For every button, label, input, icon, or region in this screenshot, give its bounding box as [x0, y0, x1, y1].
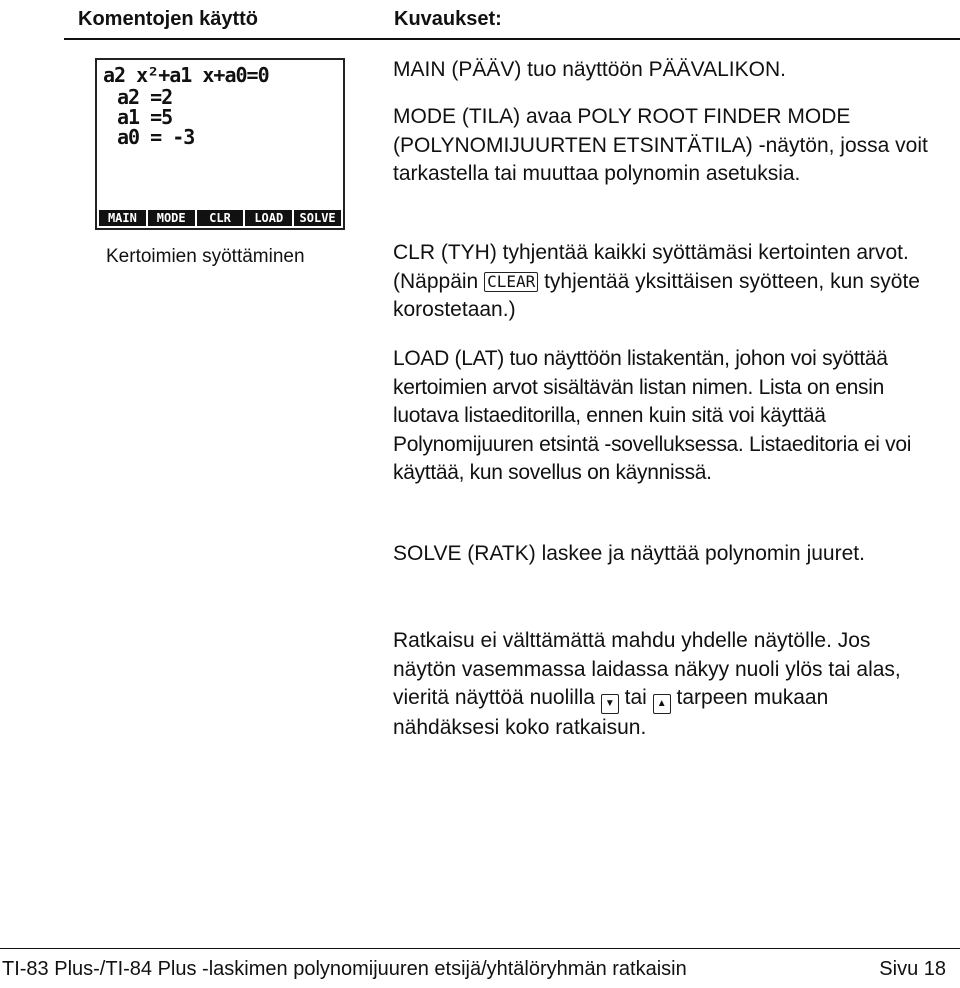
screen-menu-bar: [97, 210, 343, 228]
screen-caption: Kertoimien syöttäminen: [106, 246, 305, 267]
desc-ratkaisu-or: tai: [624, 686, 647, 709]
up-arrow-key-icon: ▲: [653, 694, 671, 714]
desc-clr-text-after: tyhjentää yksittäisen syötteen, kun syöte korostetaan.): [393, 269, 920, 321]
desc-main: MAIN (PÄÄV) tuo näyttöön PÄÄVALIKON.: [393, 58, 786, 81]
desc-ratkaisu-text-after: tarpeen mukaan nähdäksesi koko ratkaisun.: [393, 686, 829, 739]
desc-load: LOAD (LAT) tuo näyttöön listakentän, johon voi syöttää kertoimien arvot sisältävän listan nimen. Lista on ensin luotava listaeditorilla, ennen kuin sitä voi käyttää Polynomijuuren etsintä -sovelluksessa. Listaeditoria ei voi käyttää, kun sovellus on käynnissä.: [393, 347, 912, 484]
header-divider: [64, 38, 960, 40]
down-arrow-key-icon: ▼: [601, 694, 619, 714]
desc-ratkaisu-text: Ratkaisu ei välttämättä mahdu yhdelle näytölle. Jos näytön vasemmassa laidassa näkyy nuoli ylös tai alas, vieritä näyttöä nuolilla: [393, 629, 901, 709]
page-number: Sivu 18: [879, 958, 946, 980]
screen-menu-mode: MODE: [148, 210, 195, 226]
clear-key: CLEAR: [484, 272, 538, 292]
desc-ratkaisu: [393, 627, 933, 743]
screen-coef-a1: a1 =5: [117, 105, 173, 129]
desc-mode: MODE (TILA) avaa POLY ROOT FINDER MODE (POLYNOMIJUURTEN ETSINTÄTILA) -näytön, jossa voit tarkastella tai muuttaa polynomin asetuksia.: [393, 105, 928, 185]
screen-menu-solve: SOLVE: [294, 210, 341, 226]
screen-menu-load: LOAD: [245, 210, 292, 226]
header-descriptions: Kuvaukset:: [394, 8, 502, 30]
desc-solve: SOLVE (RATK) laskee ja näyttää polynomin juuret.: [393, 542, 865, 565]
screen-equation: a2 x²+a1 x+a0=0: [103, 63, 269, 87]
footer-title: TI-83 Plus-/TI-84 Plus -laskimen polynomijuuren etsijä/yhtälöryhmän ratkaisin: [2, 958, 687, 980]
calculator-screen: [95, 58, 345, 230]
screen-coef-a2: a2 =2: [117, 85, 173, 109]
desc-clr-text: CLR (TYH) tyhjentää kaikki syöttämäsi kertointen arvot. (Näppäin: [393, 241, 909, 293]
screen-coef-a0: a0 = -3: [117, 125, 195, 149]
header-commands-usage: Komentojen käyttö: [78, 8, 259, 30]
screen-menu-main: MAIN: [99, 210, 146, 226]
desc-clr: [393, 239, 933, 325]
screen-menu-clr: CLR: [197, 210, 244, 226]
footer-divider: [0, 948, 960, 949]
